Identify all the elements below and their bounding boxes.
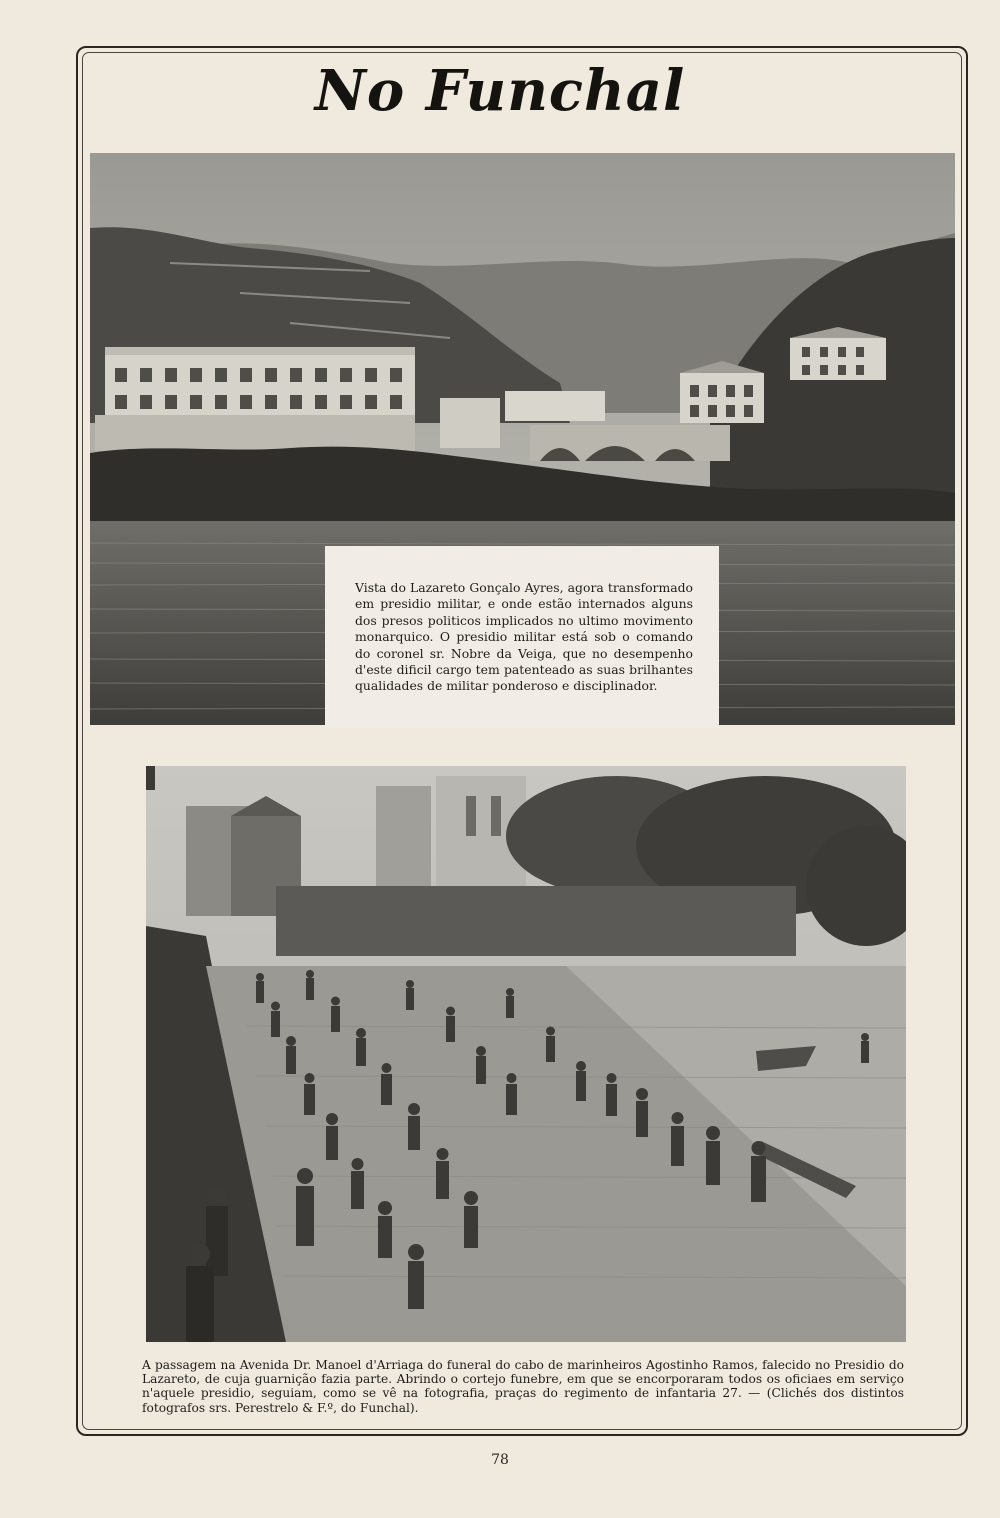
funeral-procession-photo <box>146 766 906 1342</box>
page-number: 78 <box>491 1452 509 1468</box>
procession-caption: A passagem na Avenida Dr. Manoel d'Arriaga do funeral do cabo de marinheiros Agostinho Ramos, falecido no Presidio do Lazareto, de cuja guarnição fazia parte. Abrindo o cortejo funebre, em que se encorporaram todos os oficiaes em serviço n'aquele presidio, seguiam, como se vê na fotografia, praças do regimento de infantaria 27. — (Clichés dos distintos fotografos srs. Perestrelo & F.º, do Funchal). <box>142 1358 904 1415</box>
page-title: No Funchal <box>314 58 686 124</box>
lazareto-caption: Vista do Lazareto Gonçalo Ayres, agora transformado em presidio militar, e onde estão internados alguns dos presos politicos implicados no ultimo movimento monarquico. O presidio militar está sob o comando do coronel sr. Nobre da Veiga, que no desempenho d'este dificil cargo tem patenteado as suas brilhantes qualidades de militar ponderoso e disciplinador. <box>325 546 719 728</box>
